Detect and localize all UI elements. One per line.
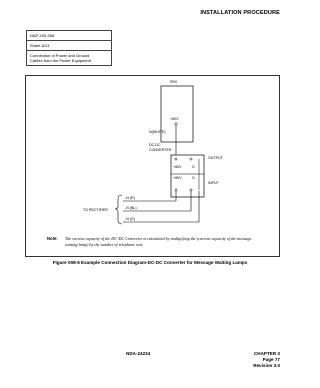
output-plus-terminal (175, 158, 177, 160)
input-g-terminal (190, 189, 192, 191)
converter-label-2: CONVERTER (149, 148, 172, 152)
wire-g-label: -N (G) (125, 217, 135, 221)
output-g-label: G (192, 165, 195, 169)
output-g-terminal (190, 158, 192, 160)
pbx-label: PBX (170, 80, 178, 84)
connection-diagram (25, 75, 278, 235)
pbx-terminal-label: +80V (170, 117, 179, 121)
note-label: Note: (47, 236, 58, 241)
document-id: NDA-24234 (126, 351, 151, 356)
output-plus-label: +80V (173, 165, 182, 169)
input-g-label: G (192, 176, 195, 180)
procedure-title: Connection of Power and Ground Cables from the Power Equipment (30, 53, 91, 63)
figure-caption: Figure 008-6 Example Connection Diagram-DC-DC Converter for Message Waiting Lamps (52, 260, 248, 265)
input-plus-terminal (175, 189, 177, 191)
input-plus-label: +80V (173, 176, 182, 180)
page-number: Page 77 (262, 357, 280, 362)
procedure-id: NAP-200-008 (27, 31, 111, 41)
wire-bl-label: -N (BL) (125, 206, 137, 210)
input-label: INPUT (208, 181, 219, 185)
rectifier-label: TO RECTIFIER (83, 208, 108, 212)
chapter-label: CHAPTER 3 (253, 351, 280, 356)
footer-right (253, 351, 280, 369)
output-label: OUTPUT (208, 156, 223, 160)
converter-label-1: DC-DC (149, 143, 161, 147)
note-text: The current capacity of the DC-DC Converter is calculated by multiplying the (current capacity of the message waiting lamp) by the number of telephone sets. (65, 236, 252, 248)
wire-r-label: -N (R) (125, 196, 135, 200)
sheet-number: Sheet 6/13 (27, 41, 111, 51)
pbx-box (161, 86, 193, 142)
pbx-terminal (175, 123, 177, 125)
revision-label: Revision 3.0 (253, 363, 280, 368)
page-header-title: INSTALLATION PROCEDURE (200, 10, 280, 16)
white-wire-label: N(WHITE) (149, 130, 166, 134)
procedure-info-box (26, 30, 112, 66)
rectifier-bracket (115, 195, 122, 224)
